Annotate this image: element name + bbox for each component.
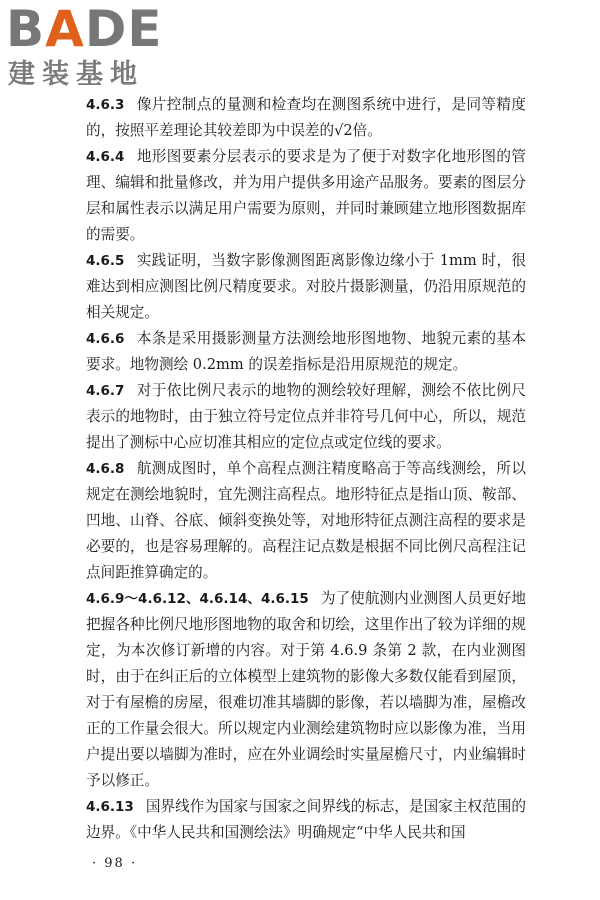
logo-subtitle: 建装基地 [8, 59, 144, 90]
clause-text: 本条是采用摄影测量方法测绘地形图地物、地貌元素的基本要求。地物测绘 0.2mm 的误差指标是沿用原规范的规定。 [86, 330, 526, 373]
paragraph-4-6-5 [86, 248, 526, 326]
paragraph-4-6-7 [86, 378, 526, 456]
clause-number: 4.6.5 [86, 253, 125, 269]
document-body [86, 92, 526, 846]
logo-letter-b: B [6, 0, 46, 58]
clause-text: 为了使航测内业测图人员更好地把握各种比例尺地形图地物的取舍和切绘，这里作出了较为详细的规定，为本次修订新增的内容。对于第 4.6.9 条第 2 款，在内业测图时，由于在纠正后的立体模型上建筑物的影像大多数仅能看到屋顶，对于有屋檐的房屋，很难切准其墙脚的影像，若以墙脚为准，屋檐改正的工作量会很大。所以规定内业测绘建筑物时应以影像为准，当用户提出要以墙脚为准时，应在外业调绘时实量屋檐尺寸，内业编辑时予以修正。 [86, 590, 526, 789]
paragraph-4-6-4 [86, 144, 526, 248]
paragraph-4-6-3 [86, 92, 526, 144]
clause-number: 4.6.4 [86, 149, 125, 165]
clause-number: 4.6.3 [86, 97, 125, 113]
paragraph-4-6-13 [86, 794, 526, 846]
clause-text: 像片控制点的量测和检查均在测图系统中进行，是同等精度的，按照平差理论其较差即为中误差的√2倍。 [86, 96, 526, 139]
clause-number: 4.6.7 [86, 383, 125, 399]
page-number: · 98 · [92, 856, 138, 871]
clause-text: 航测成图时，单个高程点测注精度略高于等高线测绘，所以规定在测绘地貌时，宜先测注高程点。地形特征点是指山顶、鞍部、凹地、山脊、谷底、倾斜变换处等，对地形特征点测注高程的要求是必要的，也是容易理解的。高程注记点数是根据不同比例尺高程注记点间距推算确定的。 [86, 460, 526, 581]
logo-wordmark [6, 0, 163, 58]
clause-number: 4.6.6 [86, 331, 125, 347]
clause-text: 地形图要素分层表示的要求是为了便于对数字化地形图的管理、编辑和批量修改，并为用户提供多用途产品服务。要素的图层分层和属性表示以满足用户需要为原则，并同时兼顾建立地形图数据库的需要。 [86, 148, 526, 243]
clause-text: 实践证明，当数字影像测图距离影像边缘小于 1mm 时，很难达到相应测图比例尺精度要求。对胶片摄影测量，仍沿用原规范的相关规定。 [86, 252, 526, 321]
clause-text: 对于依比例尺表示的地物的测绘较好理解，测绘不依比例尺表示的地物时，由于独立符号定位点并非符号几何中心，所以，规范提出了测标中心应切准其相应的定位点或定位线的要求。 [86, 382, 526, 451]
clause-number: 4.6.8 [86, 461, 125, 477]
paragraph-4-6-8 [86, 456, 526, 586]
paragraph-4-6-6 [86, 326, 526, 378]
clause-number: 4.6.13 [86, 799, 134, 815]
clause-text: 国界线作为国家与国家之间界线的标志，是国家主权范围的边界。《中华人民共和国测绘法》明确规定“中华人民共和国 [86, 798, 526, 841]
logo-letter-a-accent: A [45, 0, 85, 58]
clause-number: 4.6.9～4.6.12、4.6.14、4.6.15 [86, 591, 309, 607]
bade-logo [6, 0, 176, 94]
logo-letters-de: DE [84, 0, 163, 58]
paragraph-4-6-9-to-4-6-15 [86, 586, 526, 794]
